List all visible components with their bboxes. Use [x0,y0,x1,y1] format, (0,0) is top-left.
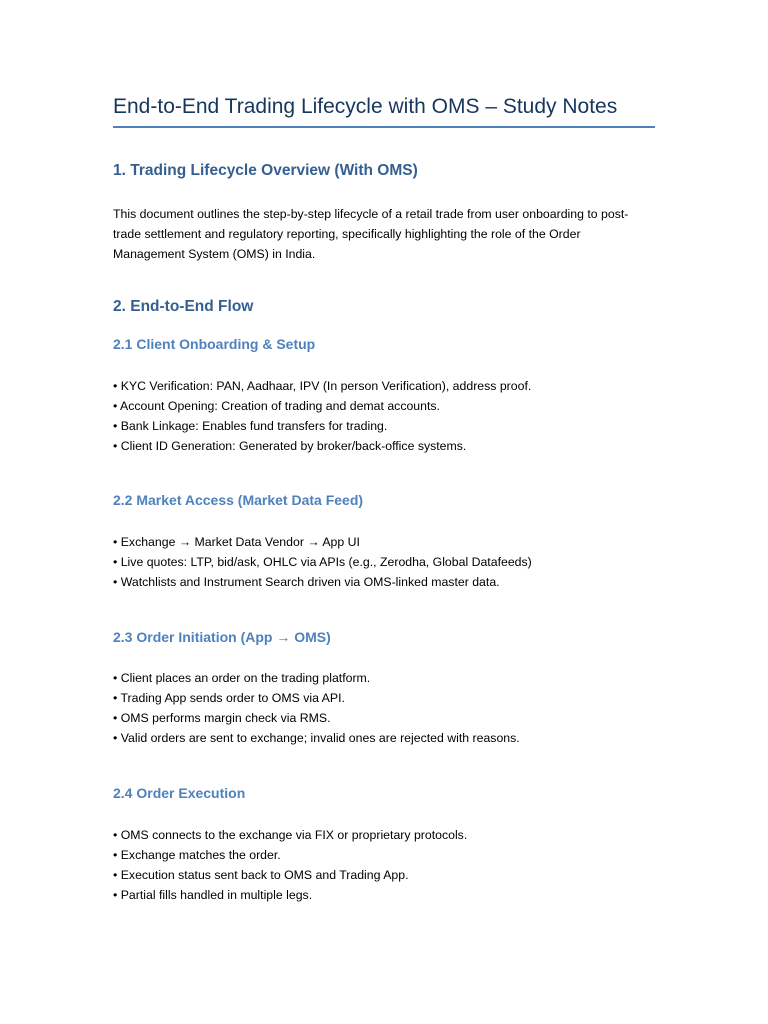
section-1-heading: 1. Trading Lifecycle Overview (With OMS) [113,162,418,179]
list-item: • Live quotes: LTP, bid/ask, OHLC via APIs (e.g., Zerodha, Global Datafeeds) [113,555,532,569]
paragraph-line: Management System (OMS) in India. [113,247,316,261]
list-item: • Account Opening: Creation of trading and demat accounts. [113,399,440,413]
list-item: • Execution status sent back to OMS and Trading App. [113,868,409,882]
list-item: • KYC Verification: PAN, Aadhaar, IPV (In person Verification), address proof. [113,379,532,393]
list-item: • Exchange matches the order. [113,848,281,862]
subsection-2-2-list [113,532,532,592]
list-item: • OMS performs margin check via RMS. [113,711,331,725]
subsection-2-2-heading: 2.2 Market Access (Market Data Feed) [113,492,364,508]
title-underline [113,126,655,128]
list-item: • OMS connects to the exchange via FIX or proprietary protocols. [113,828,468,842]
list-item: • Watchlists and Instrument Search driven via OMS-linked master data. [113,575,500,589]
section-2-heading: 2. End-to-End Flow [113,298,254,315]
paragraph-line: This document outlines the step-by-step lifecycle of a retail trade from user onboarding to post- [113,207,629,221]
list-item: • Valid orders are sent to exchange; invalid ones are rejected with reasons. [113,731,520,745]
subsection-2-1-heading: 2.1 Client Onboarding & Setup [113,336,316,352]
document-title: End-to-End Trading Lifecycle with OMS – Study Notes [113,95,618,118]
subsection-2-1-list [113,376,531,456]
list-item: • Client places an order on the trading platform. [113,671,371,685]
subsection-2-4-heading: 2.4 Order Execution [113,785,246,801]
subsection-2-3-heading: 2.3 Order Initiation (App → OMS) [113,629,331,645]
list-item: • Trading App sends order to OMS via API. [113,691,345,705]
list-item: • Client ID Generation: Generated by broker/back-office systems. [113,439,467,453]
section-1-paragraph [113,204,655,264]
list-item: • Exchange → Market Data Vendor → App UI [113,535,360,549]
subsection-2-4-list [113,825,467,905]
subsection-2-3-list [113,668,520,748]
paragraph-line: trade settlement and regulatory reporting, specifically highlighting the role of the Order [113,227,581,241]
list-item: • Partial fills handled in multiple legs. [113,888,313,902]
list-item: • Bank Linkage: Enables fund transfers for trading. [113,419,388,433]
